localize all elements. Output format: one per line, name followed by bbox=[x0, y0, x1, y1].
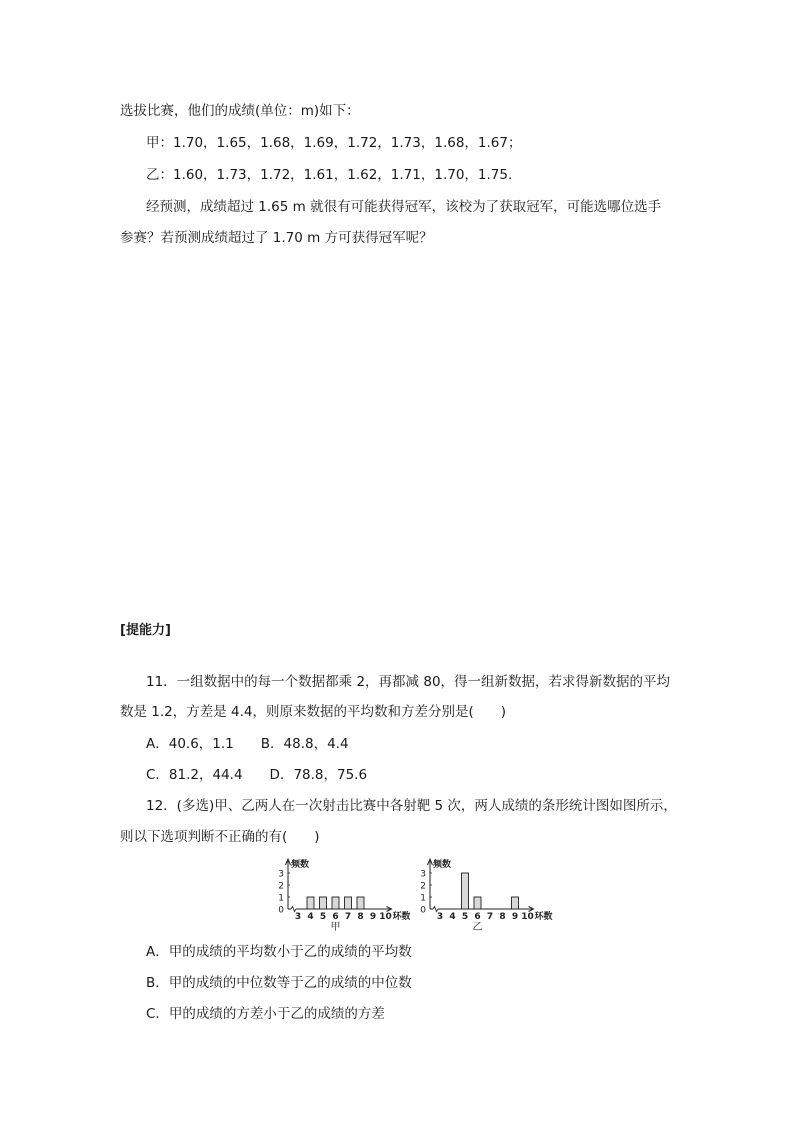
x-tick-label: 7 bbox=[486, 912, 494, 922]
bar bbox=[307, 897, 314, 909]
x-tick-label: 5 bbox=[319, 912, 327, 922]
x-tick-label: 9 bbox=[369, 912, 377, 922]
x-tick-label: 3 bbox=[436, 912, 444, 922]
x-tick-label: 6 bbox=[474, 912, 481, 922]
bar bbox=[345, 897, 352, 909]
problem12-option-a: A．甲的成绩的平均数小于乙的成绩的平均数 bbox=[146, 944, 412, 960]
problem12-line2: 则以下选项判断不正确的有( ) bbox=[120, 829, 320, 845]
problem12-option-c: C．甲的成绩的方差小于乙的成绩的方差 bbox=[146, 1006, 385, 1022]
bar-chart-yi bbox=[412, 852, 562, 932]
chart-jia bbox=[270, 852, 410, 936]
x-tick-label: 4 bbox=[449, 912, 456, 922]
problem11-options-row1: A．40.6，1.1 B．48.8，4.4 bbox=[146, 736, 349, 752]
y-tick-label: 3 bbox=[420, 869, 426, 880]
y-tick-label: 0 bbox=[420, 905, 426, 916]
bar bbox=[357, 897, 364, 909]
y-tick-label: 3 bbox=[278, 869, 284, 880]
problem12-line1: 12．(多选)甲、乙两人在一次射击比赛中各射靶 5 次，两人成绩的条形统计图如图所示， bbox=[146, 798, 677, 814]
problem10-jia-scores: 甲：1.70，1.65，1.68，1.69，1.72，1.73，1.68，1.67； bbox=[146, 135, 522, 151]
x-axis-break bbox=[433, 907, 438, 912]
problem11-line2: 数是 1.2，方差是 4.4，则原来数据的平均数和方差分别是( ) bbox=[120, 704, 507, 720]
bar bbox=[462, 873, 469, 909]
x-tick-label: 5 bbox=[461, 912, 469, 922]
section-title: [提能力] bbox=[120, 623, 171, 638]
problem11-options-row2: C．81.2，44.4 D．78.8，75.6 bbox=[146, 767, 368, 783]
chart-title: 乙 bbox=[472, 922, 483, 932]
y-tick-label: 2 bbox=[420, 881, 426, 892]
y-axis-label: 频数 bbox=[291, 860, 310, 870]
problem11-line1: 11．一组数据中的每一个数据都乘 2，再都减 80，得一组新数据，若求得新数据的平均 bbox=[146, 674, 671, 690]
problem10-question-line1: 经预测，成绩超过 1.65 m 就很有可能获得冠军，该校为了获取冠军，可能选哪位选手 bbox=[146, 199, 662, 215]
bar bbox=[332, 897, 339, 909]
y-tick-label: 2 bbox=[278, 881, 284, 892]
y-tick-label: 1 bbox=[420, 893, 426, 904]
x-tick-label: 7 bbox=[344, 912, 352, 922]
bar bbox=[474, 897, 481, 909]
x-tick-label: 8 bbox=[357, 912, 364, 922]
problem10-intro: 选拔比赛，他们的成绩(单位：m)如下： bbox=[120, 103, 360, 119]
y-tick-label: 0 bbox=[278, 905, 284, 916]
bar bbox=[320, 897, 327, 909]
x-tick-label: 10 bbox=[379, 912, 392, 922]
x-tick-label: 9 bbox=[511, 912, 519, 922]
x-tick-label: 3 bbox=[294, 912, 302, 922]
x-axis-label: 环数 bbox=[534, 912, 553, 922]
bar-chart-jia bbox=[270, 852, 410, 932]
x-tick-label: 10 bbox=[521, 912, 534, 922]
y-tick-label: 1 bbox=[278, 893, 284, 904]
problem10-yi-scores: 乙：1.60，1.73，1.72，1.61，1.62，1.71，1.70，1.75. bbox=[146, 167, 513, 183]
x-tick-label: 4 bbox=[307, 912, 314, 922]
problem12-option-b: B．甲的成绩的中位数等于乙的成绩的中位数 bbox=[146, 975, 412, 991]
x-axis-label: 环数 bbox=[392, 912, 410, 922]
x-axis-break bbox=[291, 907, 296, 912]
problem10-question-line2: 参赛？若预测成绩超过了 1.70 m 方可获得冠军呢？ bbox=[120, 230, 433, 246]
x-tick-label: 8 bbox=[499, 912, 506, 922]
y-axis-label: 频数 bbox=[433, 860, 452, 870]
bar bbox=[512, 897, 519, 909]
chart-title: 甲 bbox=[330, 922, 341, 932]
chart-yi bbox=[412, 852, 562, 936]
x-tick-label: 6 bbox=[332, 912, 339, 922]
